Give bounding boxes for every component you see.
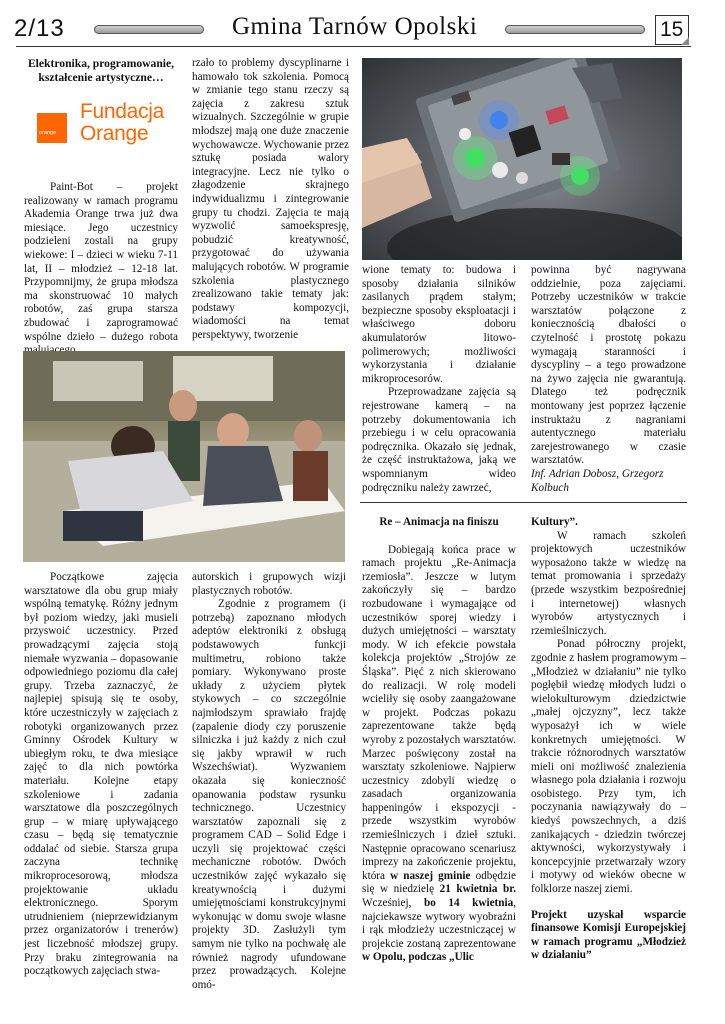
children-drawing-image [23, 351, 345, 562]
photo-children-drawing [23, 351, 345, 562]
reanimacja-text-d: Wcześniej, [362, 897, 412, 910]
col2-bottom [192, 571, 346, 992]
header-decoration-right [505, 25, 645, 34]
col4-bottom-paragraph2: Ponad półroczny projekt, zgodnie z hasłem programowym – „Młodzież w działaniu” nie tylko pogłębił wiedzę młodych ludzi o wielokulturowym dziedzictwie „małej ojczyzny”, lecz także wyposażył ich w wiele konkretnych umiejętności. W trakcie różnorodnych warsztatów mieli oni możliwość znalezienia własnego pola działania i rozwoju osobistego. Przy tym, ich poczynania nawiązywały do – kiedyś powszechnych, a dziś zanikających - dziedzin twórczej aktywności, wykorzystywały i koncepcyjnie przetwarzały wzory i motywy od wieków obecne w folklorze naszej ziemi. [531, 638, 686, 896]
header-rule [16, 46, 691, 47]
reanimacja-text-e: , najciekawsze wytwory wyobraźni i rąk młodzieży uczestniczącej w projekcie zostaną zaprezentowane [362, 897, 516, 950]
col1-top [24, 57, 178, 358]
article-heading-reanimacja: Re – Animacja na finiszu [379, 516, 499, 528]
col4-mid-paragraph: powinna być nagrywana oddzielnie, poza zajęciami. Potrzeby uczestników w trakcie warsztatów połączone z koniecznością dbałości o czytelność i prostotę pokazu wymagają staranności i dyscypliny – a tego prowadzone na żywo zajęcia nie gwarantują. Dlatego też podręcznik montowany jest poprzez łączenie instruktażu z nagraniami autentycznego materiału zarejestrowanego w czasie warsztatów. [531, 264, 686, 467]
fundacja-orange-logo [24, 101, 178, 167]
paintbot-paragraph: Paint-Bot – projekt realizowany w ramach programu Akademia Orange trwa już dwa miesiące. Jego uczestnicy podzieleni zostali na grupy wiekowe: I – dzieci w wieku 7-11 lat, II – młodzież – 12-18 lat. Przypomnijmy, że grupa młodsza ma skonstruować 10 małych robotów, zaś grupa starsza zbudować i zaprogramować wspólne dzieło – dużego robota [24, 181, 178, 343]
col2-bottom-paragraph2: Zgodnie z programem (i potrzebą) zapoznano młodych adeptów elektroniki z obsługą podstawowych funkcji multimetru, robiono także pomiary. Wykonywano proste układy z użyciem płytek stykowych – co szczególnie najmłodszym sprawiało frajdę (zapalenie diody czy poruszenie silniczka i już każdy z nich czuł się jakby wprawił w ruch Wszechświat). Wyzwaniem okazała się konieczność opanowania podstaw rysunku technicznego. Uczestnicy warsztatów zapoznali się z programem CAD – Solid Edge i uczyli się projektować części mechaniczne robotów. Dwóch uczestników zajęć wykazało się kreatywnością i dużymi umiejętnościami konstrukcyjnymi wykonując w domu swoje własne projekty 3D. Zasłużyli tym samym nie tylko na pochwałę ale również nagrody ufundowane przez prowadzących. Kolejne omó- [192, 598, 346, 991]
article-signature: Inf. Adrian Dobosz, Grzegorz Kolbuch [531, 467, 664, 494]
col4-mid [531, 264, 686, 495]
col3-mid-paragraph1: wione tematy to: budowa i sposoby działania silników zasilanych prądem stałym; bezpieczne sposoby eksploatacji i właściwego doboru akumulatorów litowo-polimerowych; możliwości wykorzystania i działanie mikroprocesorów. [362, 264, 516, 385]
col2-bottom-paragraph1: autorskich i grupowych wizji plastycznych robotów. [192, 571, 346, 597]
project-support-note: Projekt uzyskał wsparcie finansowe Komisji Europejskiej w ramach programu „Młodzież w działaniu” [531, 908, 686, 962]
reanimacja-bold-1: w naszej gminie [390, 869, 471, 882]
reanimacja-bold-3: bo 14 kwietnia [423, 897, 514, 910]
issue-number: 2/13 [14, 15, 65, 42]
col3-mid-paragraph2: Przeprowadzane zajęcia są rejestrowane kamerą – na potrzeby dokumentowania ich przebiegu i w celu opracowania podręcznika. Okazało się jednak, że część instruktażowa, jaką we wspomnianym wideo podręczniku należy zawrzeć, [362, 386, 516, 494]
photo-robot-circuit [362, 58, 682, 260]
page-number: 15 [660, 18, 684, 41]
section-divider [360, 502, 687, 503]
orange-logo-text: orange [39, 130, 57, 137]
col1-bottom [24, 571, 178, 979]
reanimacja-text-c: odbędzie się w niedzielę [362, 869, 516, 896]
reanimacja-paragraph [362, 544, 516, 965]
robot-circuit-image [362, 58, 682, 260]
col4-bottom-paragraph1: W ramach szkoleń projektowych uczestników wyposażono także w wiedzę na temat promowania i sprzedaży (przede wszystkim bezpośredniej i internetowej) własnych wyrobów artystycznych i rzemieślniczych. [531, 529, 686, 637]
page-corner-fold [681, 37, 689, 45]
col3-mid [362, 264, 516, 495]
orange-square-logo [37, 113, 67, 143]
article-heading-elektronika: Elektronika, programowanie, kształcenie artystyczne… [27, 57, 175, 84]
col4-bottom [531, 516, 686, 963]
header-title: Gmina Tarnów Opolski [232, 13, 478, 40]
col2-top-paragraph: rzało to problemy dyscyplinarne i hamowało tok szkolenia. Pomocą w zmianie tego stanu rzeczy są zajęcia z zakresu sztuk wizualnych. Szczególnie w grupie młodszej mają one duże znaczenie wychowawcze. Wychowanie przez sztukę posiada walory integracyjne. Lecz nie tylko o złagodzenie skrajnego indywidualizmu i zintegrowanie grupy tu chodzi. Zajęcia te mają wyzwolić samoekspresję, pobudzić kreatywność, przygotować do używania malujących robotów. W programie szkolenia plastycznego zrealizowano takie tematy jak: podstawy kompozycji, wiadomości na temat perspektywy, tworzenie [192, 57, 349, 341]
reanimacja-text-a: Dobiegają końca prace w ramach projektu „Re-Animacja rzemiosła”. Jeszcze w lutym zakończyły się – bardzo rozbudowane i wymagające od uczestników sporej wiedzy i dużych umiejętności – warsztaty mody. W ich efekcie powstała kolekcja projektów „Strojów ze Śląska”. Pięć z nich skierowano do realizacji. W rolę modeli wcieliły się osoby zaangażowane w projekt. Podczas pokazu zaprezentowane także będą wyroby z pozostałych warsztatów. Marzec poświęcony został na warsztaty szkoleniowe. Najpierw uczestnicy zdobyli wiedzę o zasadach organizowania happeningów i ekspozycji - przede wszystkim wyrobów rzemieślniczych i dzieł sztuki. Następnie opracowano scenariusz imprezy na zakończenie projektu, która [362, 543, 516, 882]
col1-bottom-paragraph: Początkowe zajęcia warsztatowe dla obu grup miały wspólną tematykę. Różny jednym był poziom wiedzy, jaki musieli przyswoić uczestnicy. Przed prowadzącymi zajęcia stoją niemałe wyzwania – dopasowanie odpowiedniego poziomu dla całej grupy. Trzeba zaznaczyć, że najlepiej spisują się te osoby, które uczestniczyły w zajęciach z robotyki organizowanych przez Gminny Ośrodek Kultury w ubiegłym roku, te dwa miesiące zajęć to dla nich powtórka materiału. Kolejne etapy szkoleniowe i zadania warsztatowe dla poszczególnych grup – w miarę upływającego czasu – będą się tematycznie oddalać od siebie. Starsza grupa zaczyna technikę mikroprocesorową, młodsza projektowanie układu elektronicznego. Sporym utrudnieniem (nieprzewidzianym przez organizatorów i trenerów) jest liczebność młodszej grupy. Przy braku zintegrowania na początkowych zajęciach stwa- [24, 571, 178, 978]
col2-top [192, 57, 349, 342]
reanimacja-bold-4: w Opolu, podczas „Ulic [362, 951, 474, 964]
col3-bottom [362, 516, 516, 965]
header-decoration-left [94, 25, 204, 34]
fundacja-logo-line2: Orange [80, 122, 149, 145]
reanimacja-continuation-lead: Kultury”. [531, 516, 578, 528]
reanimacja-bold-2: 21 kwietnia br. [439, 883, 516, 896]
fundacja-logo-line1: Fundacja [80, 100, 164, 123]
page-number-box [655, 15, 689, 45]
